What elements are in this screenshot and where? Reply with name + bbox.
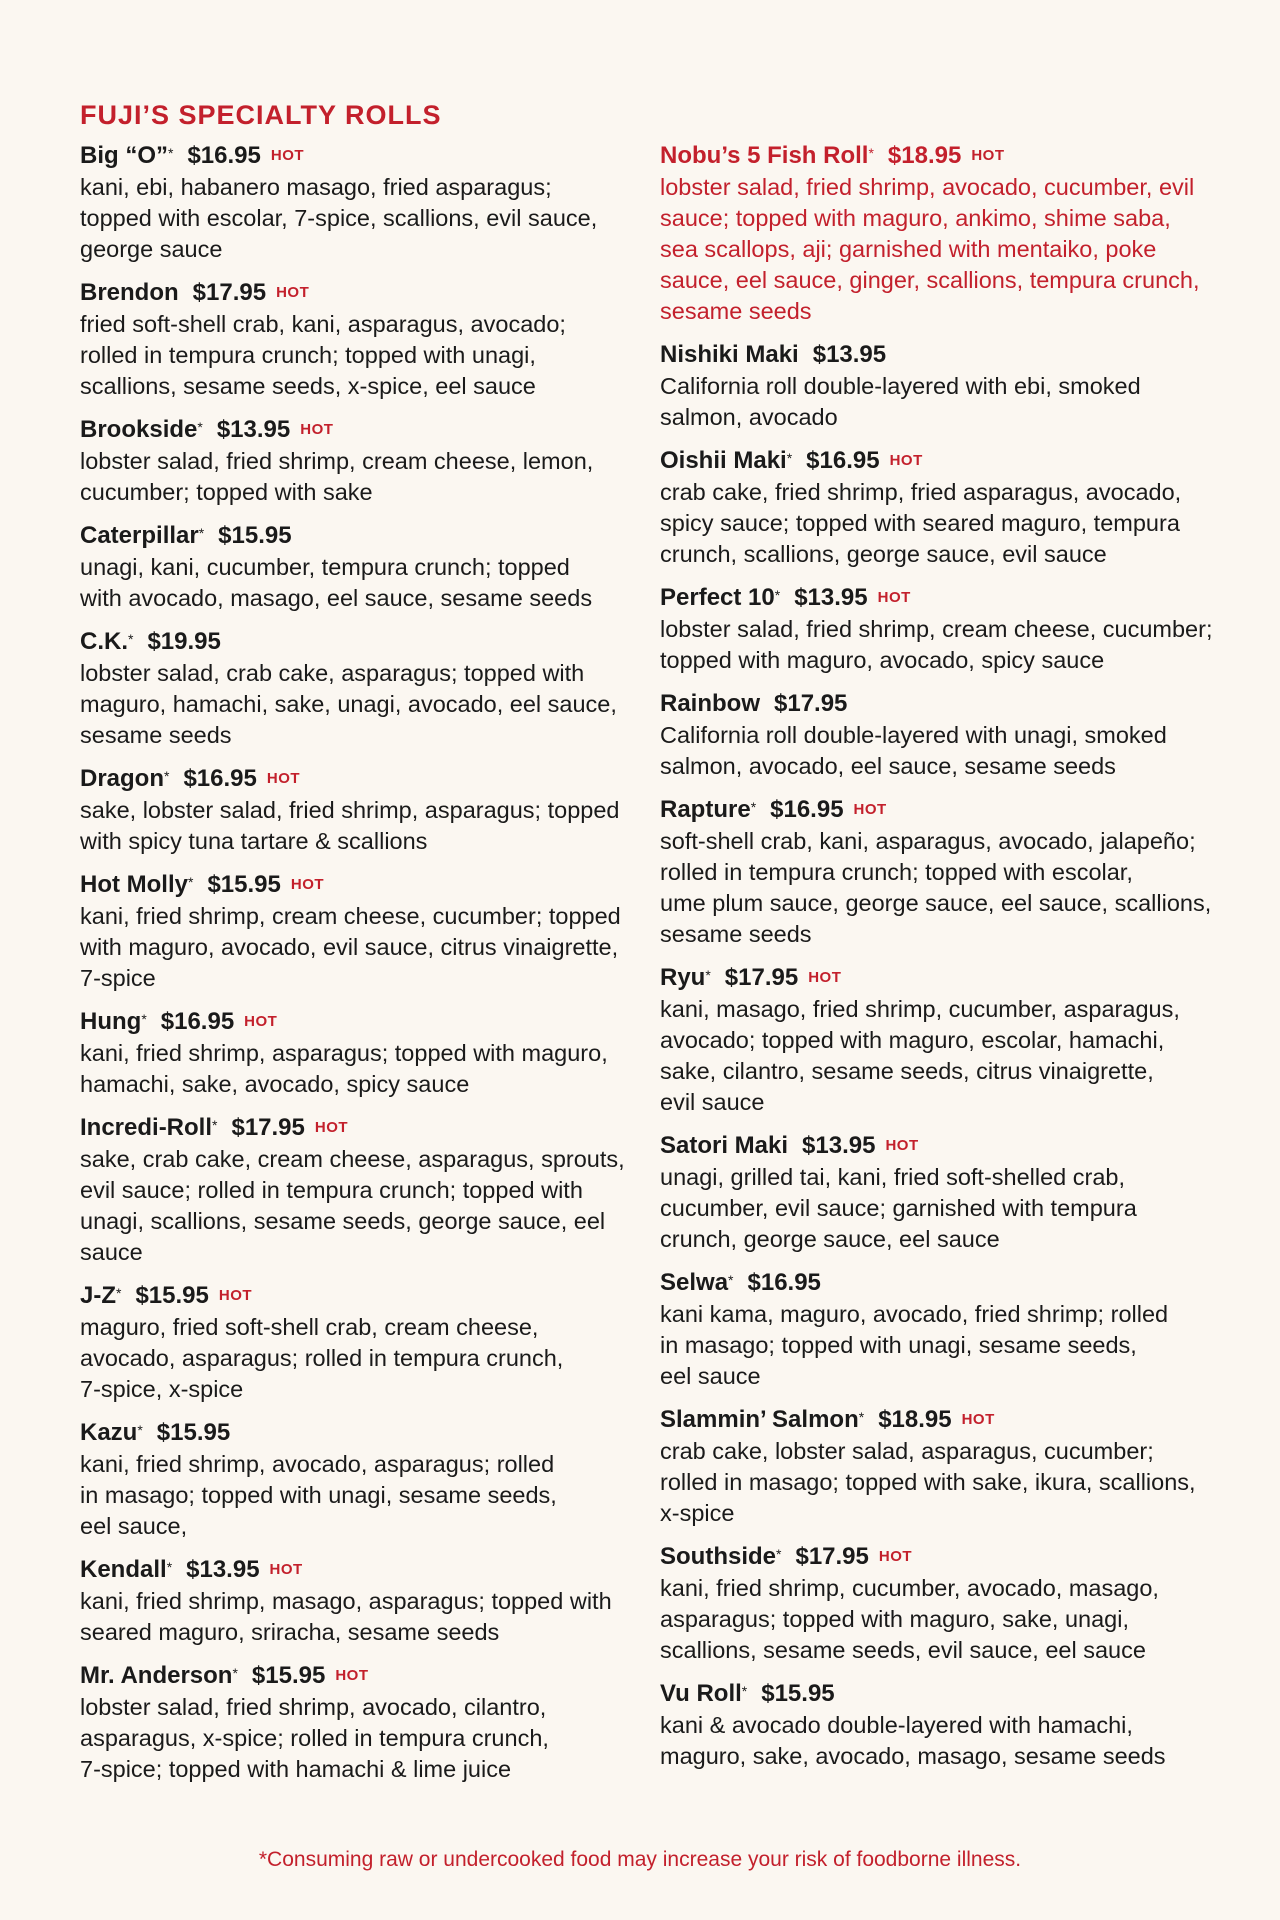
description-line: seared maguro, sriracha, sesame seeds bbox=[80, 1619, 500, 1645]
description-line: California roll double-layered with ebi, smoked bbox=[660, 373, 1141, 399]
menu-item-selwa bbox=[660, 1267, 1220, 1392]
menu-item-brookside bbox=[80, 414, 640, 508]
item-description bbox=[660, 720, 1220, 782]
item-description bbox=[80, 1449, 640, 1542]
description-line: kani, fried shrimp, asparagus; topped with maguro, bbox=[80, 1040, 608, 1066]
description-line: sake, crab cake, cream cheese, asparagus, sprouts, bbox=[80, 1146, 625, 1172]
description-line: sauce bbox=[80, 1239, 143, 1265]
item-description bbox=[80, 172, 640, 265]
description-line: cucumber, evil sauce; garnished with tempura bbox=[660, 1195, 1137, 1221]
description-line: rolled in tempura crunch; topped with escolar, bbox=[660, 859, 1133, 885]
menu-item-header bbox=[80, 1554, 640, 1586]
menu-item-header bbox=[660, 140, 1220, 172]
menu-item-header bbox=[660, 445, 1220, 477]
menu-item-header bbox=[80, 520, 640, 552]
description-line: sea scallops, aji; garnished with mentaiko, poke bbox=[660, 236, 1157, 262]
item-description bbox=[660, 614, 1220, 676]
description-line: kani, masago, fried shrimp, cucumber, asparagus, bbox=[660, 996, 1180, 1022]
item-price: $13.95 bbox=[812, 341, 887, 368]
description-line: scallions, sesame seeds, x-spice, eel sauce bbox=[80, 373, 536, 399]
description-line: unagi, grilled tai, kani, fried soft-shelled crab, bbox=[660, 1164, 1126, 1190]
description-line: soft-shell crab, kani, asparagus, avocado, jalapeño; bbox=[660, 828, 1196, 854]
item-name: Kendall bbox=[80, 1556, 167, 1583]
item-description bbox=[660, 1436, 1220, 1529]
item-name: J-Z bbox=[80, 1282, 116, 1309]
description-line: maguro, sake, avocado, masago, sesame seeds bbox=[660, 1743, 1166, 1769]
description-line: ume plum sauce, george sauce, eel sauce, scallions, bbox=[660, 890, 1212, 916]
item-description bbox=[80, 901, 640, 994]
menu-item-c-k bbox=[80, 626, 640, 751]
description-line: crab cake, fried shrimp, fried asparagus, avocado, bbox=[660, 479, 1182, 505]
item-description bbox=[80, 1586, 640, 1648]
description-line: crab cake, lobster salad, asparagus, cucumber; bbox=[660, 1438, 1154, 1464]
item-price: $17.95 bbox=[231, 1114, 305, 1141]
description-line: maguro, hamachi, sake, unagi, avocado, eel sauce, bbox=[80, 691, 617, 717]
menu-item-vu-roll bbox=[660, 1678, 1220, 1772]
item-name: Vu Roll bbox=[660, 1680, 742, 1707]
raw-warning-asterisk: * bbox=[232, 1665, 238, 1681]
menu-item-caterpillar bbox=[80, 520, 640, 614]
menu-item-header bbox=[660, 1404, 1220, 1436]
menu-item-header bbox=[660, 1678, 1220, 1710]
raw-warning-asterisk: * bbox=[188, 874, 194, 890]
description-line: with maguro, avocado, evil sauce, citrus vinaigrette, bbox=[80, 934, 619, 960]
item-name: Ryu bbox=[660, 964, 706, 991]
menu-item-header bbox=[80, 140, 640, 172]
menu-item-perfect-10 bbox=[660, 582, 1220, 676]
item-price: $16.95 bbox=[160, 1008, 235, 1035]
item-description bbox=[660, 371, 1220, 433]
item-price: $17.95 bbox=[774, 690, 848, 717]
menu-item-mr-anderson bbox=[80, 1660, 640, 1785]
description-line: scallions, sesame seeds, evil sauce, eel sauce bbox=[660, 1637, 1146, 1663]
right-menu-column bbox=[660, 140, 1220, 1784]
description-line: fried soft-shell crab, kani, asparagus, avocado; bbox=[80, 311, 566, 337]
raw-warning-asterisk: * bbox=[741, 1683, 748, 1699]
item-description bbox=[660, 994, 1220, 1118]
description-line: hamachi, sake, avocado, spicy sauce bbox=[80, 1071, 470, 1097]
description-line: sesame seeds bbox=[660, 298, 812, 324]
item-name: Big “O” bbox=[80, 142, 168, 169]
hot-badge: HOT bbox=[335, 1667, 369, 1684]
menu-item-nishiki-maki bbox=[660, 339, 1220, 433]
menu-item-header bbox=[80, 1280, 640, 1312]
hot-badge: HOT bbox=[218, 1287, 253, 1304]
menu-item-satori-maki bbox=[660, 1130, 1220, 1255]
menu-item-slammin-salmon bbox=[660, 1404, 1220, 1529]
item-description bbox=[660, 1573, 1220, 1666]
description-line: in masago; topped with unagi, sesame seeds, bbox=[660, 1332, 1137, 1358]
description-line: avocado, asparagus; rolled in tempura crunch, bbox=[80, 1345, 564, 1371]
hot-badge: HOT bbox=[290, 876, 325, 893]
description-line: eel sauce, bbox=[80, 1513, 188, 1539]
hot-badge: HOT bbox=[971, 147, 1005, 164]
menu-item-rainbow bbox=[660, 688, 1220, 782]
description-line: sauce, eel sauce, ginger, scallions, tempura crunch, bbox=[660, 267, 1200, 293]
menu-item-header bbox=[660, 339, 1220, 371]
menu-item-incredi-roll bbox=[80, 1112, 640, 1268]
raw-warning-asterisk: * bbox=[868, 145, 874, 161]
item-name: Dragon bbox=[80, 765, 164, 792]
description-line: California roll double-layered with unagi, smoked bbox=[660, 722, 1167, 748]
raw-warning-asterisk: * bbox=[197, 419, 203, 435]
item-price: $15.95 bbox=[207, 871, 281, 898]
item-description bbox=[660, 826, 1220, 950]
hot-badge: HOT bbox=[961, 1411, 995, 1428]
item-name: Mr. Anderson bbox=[80, 1662, 233, 1689]
menu-item-header bbox=[660, 1130, 1220, 1162]
item-price: $19.95 bbox=[147, 628, 221, 655]
item-name: Nishiki Maki bbox=[660, 341, 799, 368]
menu-item-kendall bbox=[80, 1554, 640, 1648]
item-price: $16.95 bbox=[183, 765, 257, 792]
description-line: 7-spice bbox=[80, 965, 156, 991]
description-line: lobster salad, fried shrimp, avocado, cucumber, evil bbox=[660, 174, 1195, 200]
description-line: george sauce bbox=[80, 236, 223, 262]
description-line: maguro, fried soft-shell crab, cream cheese, bbox=[80, 1314, 539, 1340]
menu-item-header bbox=[80, 1112, 640, 1144]
raw-warning-asterisk: * bbox=[774, 587, 781, 603]
item-name: Oishii Maki bbox=[660, 447, 787, 474]
description-line: with avocado, masago, eel sauce, sesame seeds bbox=[80, 585, 593, 611]
foodborne-disclaimer: *Consuming raw or undercooked food may increase your risk of foodborne illness. bbox=[258, 1848, 1022, 1871]
menu-item-big-o bbox=[80, 140, 640, 265]
item-name: Caterpillar bbox=[80, 522, 199, 549]
description-line: cucumber; topped with sake bbox=[80, 479, 373, 505]
item-description bbox=[80, 1312, 640, 1405]
raw-warning-asterisk: * bbox=[166, 1559, 173, 1575]
menu-item-header bbox=[80, 869, 640, 901]
item-name: Rainbow bbox=[660, 690, 760, 717]
hot-badge: HOT bbox=[853, 801, 887, 818]
description-line: asparagus, x-spice; rolled in tempura crunch, bbox=[80, 1725, 549, 1751]
hot-badge: HOT bbox=[276, 284, 310, 301]
item-name: Incredi-Roll bbox=[80, 1114, 213, 1141]
description-line: crunch, scallions, george sauce, evil sauce bbox=[660, 541, 1107, 567]
item-name: Kazu bbox=[80, 1419, 138, 1446]
description-line: evil sauce; rolled in tempura crunch; topped with bbox=[80, 1177, 583, 1203]
item-price: $16.95 bbox=[806, 447, 880, 474]
menu-item-nobu-s-5-fish-roll bbox=[660, 140, 1220, 327]
description-line: salmon, avocado, eel sauce, sesame seeds bbox=[660, 753, 1116, 779]
description-line: topped with escolar, 7-spice, scallions, evil sauce, bbox=[80, 205, 598, 231]
item-description bbox=[80, 552, 640, 614]
description-line: spicy sauce; topped with seared maguro, tempura bbox=[660, 510, 1180, 536]
item-name: Perfect 10 bbox=[660, 584, 775, 611]
description-line: kani, fried shrimp, cucumber, avocado, masago, bbox=[660, 1575, 1159, 1601]
description-line: lobster salad, fried shrimp, avocado, cilantro, bbox=[80, 1694, 547, 1720]
left-menu-column bbox=[80, 140, 640, 1797]
item-description bbox=[80, 1038, 640, 1100]
menu-item-header bbox=[660, 962, 1220, 994]
menu-item-header bbox=[660, 1541, 1220, 1573]
description-line: 7-spice, x-spice bbox=[80, 1376, 244, 1402]
hot-badge: HOT bbox=[270, 147, 305, 164]
hot-badge: HOT bbox=[244, 1013, 278, 1030]
item-name: Hot Molly bbox=[80, 871, 188, 898]
description-line: salmon, avocado bbox=[660, 404, 838, 430]
item-description bbox=[80, 1692, 640, 1785]
description-line: asparagus; topped with maguro, sake, unagi, bbox=[660, 1606, 1129, 1632]
description-line: rolled in tempura crunch; topped with unagi, bbox=[80, 342, 536, 368]
item-name: Rapture bbox=[660, 796, 751, 823]
item-price: $16.95 bbox=[187, 142, 261, 169]
item-description bbox=[80, 446, 640, 508]
hot-badge: HOT bbox=[885, 1137, 919, 1154]
menu-item-header bbox=[80, 626, 640, 658]
hot-badge: HOT bbox=[889, 452, 923, 469]
menu-item-dragon bbox=[80, 763, 640, 857]
hot-badge: HOT bbox=[300, 421, 334, 438]
raw-warning-asterisk: * bbox=[858, 1409, 865, 1425]
item-description bbox=[660, 477, 1220, 570]
item-price: $18.95 bbox=[878, 1406, 952, 1433]
item-description bbox=[660, 1299, 1220, 1392]
item-description bbox=[80, 309, 640, 402]
raw-warning-asterisk: * bbox=[776, 1546, 782, 1562]
description-line: eel sauce bbox=[660, 1363, 761, 1389]
description-line: kani & avocado double-layered with hamachi, bbox=[660, 1712, 1133, 1738]
description-line: kani kama, maguro, avocado, fried shrimp; rolled bbox=[660, 1301, 1169, 1327]
description-line: kani, fried shrimp, avocado, asparagus; rolled bbox=[80, 1451, 555, 1477]
description-line: avocado; topped with maguro, escolar, hamachi, bbox=[660, 1027, 1165, 1053]
description-line: sauce; topped with maguro, ankimo, shime saba, bbox=[660, 205, 1171, 231]
menu-item-header bbox=[660, 582, 1220, 614]
description-line: evil sauce bbox=[660, 1089, 765, 1115]
hot-badge: HOT bbox=[314, 1119, 349, 1136]
description-line: unagi, scallions, sesame seeds, george sauce, eel bbox=[80, 1208, 606, 1234]
menu-item-southside bbox=[660, 1541, 1220, 1666]
raw-warning-asterisk: * bbox=[168, 145, 174, 161]
hot-badge: HOT bbox=[877, 589, 911, 606]
raw-warning-asterisk: * bbox=[728, 1272, 734, 1288]
item-description bbox=[80, 795, 640, 857]
item-name: C.K. bbox=[80, 628, 128, 655]
description-line: kani, ebi, habanero masago, fried asparagus; bbox=[80, 174, 552, 200]
item-price: $17.95 bbox=[192, 279, 267, 306]
menu-item-oishii-maki bbox=[660, 445, 1220, 570]
description-line: sesame seeds bbox=[660, 921, 812, 947]
description-line: kani, fried shrimp, masago, asparagus; topped with bbox=[80, 1588, 612, 1614]
description-line: rolled in masago; topped with sake, ikura, scallions, bbox=[660, 1469, 1196, 1495]
item-price: $13.95 bbox=[216, 416, 291, 443]
menu-item-ryu bbox=[660, 962, 1220, 1118]
raw-warning-asterisk: * bbox=[212, 1117, 218, 1133]
description-line: 7-spice; topped with hamachi & lime juice bbox=[80, 1756, 512, 1782]
menu-item-header bbox=[80, 1417, 640, 1449]
menu-item-header bbox=[660, 1267, 1220, 1299]
raw-warning-asterisk: * bbox=[116, 1285, 122, 1301]
description-line: in masago; topped with unagi, sesame seeds, bbox=[80, 1482, 557, 1508]
description-line: with spicy tuna tartare & scallions bbox=[80, 828, 428, 854]
description-line: unagi, kani, cucumber, tempura crunch; topped bbox=[80, 554, 570, 580]
menu-item-j-z bbox=[80, 1280, 640, 1405]
item-price: $13.95 bbox=[794, 584, 868, 611]
item-name: Southside bbox=[660, 1543, 777, 1570]
description-line: lobster salad, fried shrimp, cream cheese, lemon, bbox=[80, 448, 594, 474]
hot-badge: HOT bbox=[266, 770, 301, 787]
raw-warning-asterisk: * bbox=[786, 450, 793, 466]
item-name: Satori Maki bbox=[660, 1132, 789, 1159]
menu-item-hung bbox=[80, 1006, 640, 1100]
menu-item-hot-molly bbox=[80, 869, 640, 994]
raw-warning-asterisk: * bbox=[198, 525, 205, 541]
menu-item-header bbox=[80, 414, 640, 446]
menu-item-header bbox=[80, 277, 640, 309]
item-description bbox=[660, 1162, 1220, 1255]
menu-item-header bbox=[660, 794, 1220, 826]
raw-warning-asterisk: * bbox=[705, 967, 711, 983]
hot-badge: HOT bbox=[878, 1548, 913, 1565]
item-price: $15.95 bbox=[135, 1282, 209, 1309]
item-price: $15.95 bbox=[218, 522, 292, 549]
description-line: x-spice bbox=[660, 1500, 735, 1526]
item-description bbox=[660, 1710, 1220, 1772]
description-line: lobster salad, fried shrimp, cream cheese, cucumber; bbox=[660, 616, 1213, 642]
description-line: sake, cilantro, sesame seeds, citrus vinaigrette, bbox=[660, 1058, 1154, 1084]
hot-badge: HOT bbox=[269, 1561, 303, 1578]
raw-warning-asterisk: * bbox=[137, 1422, 143, 1438]
menu-item-rapture bbox=[660, 794, 1220, 950]
hot-badge: HOT bbox=[808, 969, 842, 986]
menu-item-kazu bbox=[80, 1417, 640, 1542]
item-name: Brendon bbox=[80, 279, 179, 306]
item-name: Brookside bbox=[80, 416, 198, 443]
menu-item-header bbox=[80, 1006, 640, 1038]
menu-item-brendon bbox=[80, 277, 640, 402]
description-line: kani, fried shrimp, cream cheese, cucumber; topped bbox=[80, 903, 621, 929]
menu-item-header bbox=[660, 688, 1220, 720]
item-name: Nobu’s 5 Fish Roll bbox=[660, 142, 869, 169]
description-line: lobster salad, crab cake, asparagus; topped with bbox=[80, 660, 585, 686]
item-price: $15.95 bbox=[761, 1680, 835, 1707]
item-description bbox=[80, 1144, 640, 1268]
raw-warning-asterisk: * bbox=[164, 768, 170, 784]
description-line: sake, lobster salad, fried shrimp, asparagus; topped bbox=[80, 797, 620, 823]
item-price: $18.95 bbox=[887, 142, 962, 169]
item-description bbox=[80, 658, 640, 751]
item-price: $17.95 bbox=[795, 1543, 869, 1570]
item-price: $13.95 bbox=[186, 1556, 260, 1583]
description-line: crunch, george sauce, eel sauce bbox=[660, 1226, 1000, 1252]
item-name: Selwa bbox=[660, 1269, 729, 1296]
raw-warning-asterisk: * bbox=[750, 799, 757, 815]
section-title: FUJI’S SPECIALTY ROLLS bbox=[80, 100, 442, 130]
item-price: $13.95 bbox=[802, 1132, 876, 1159]
item-name: Slammin’ Salmon bbox=[660, 1406, 859, 1433]
item-name: Hung bbox=[80, 1008, 142, 1035]
item-price: $16.95 bbox=[770, 796, 844, 823]
raw-warning-asterisk: * bbox=[141, 1011, 147, 1027]
description-line: topped with maguro, avocado, spicy sauce bbox=[660, 647, 1105, 673]
item-price: $15.95 bbox=[156, 1419, 231, 1446]
menu-item-header bbox=[80, 763, 640, 795]
item-price: $16.95 bbox=[747, 1269, 821, 1296]
description-line: sesame seeds bbox=[80, 722, 232, 748]
menu-item-header bbox=[80, 1660, 640, 1692]
item-price: $17.95 bbox=[724, 964, 799, 991]
item-price: $15.95 bbox=[251, 1662, 326, 1689]
raw-warning-asterisk: * bbox=[128, 631, 134, 647]
item-description bbox=[660, 172, 1220, 327]
